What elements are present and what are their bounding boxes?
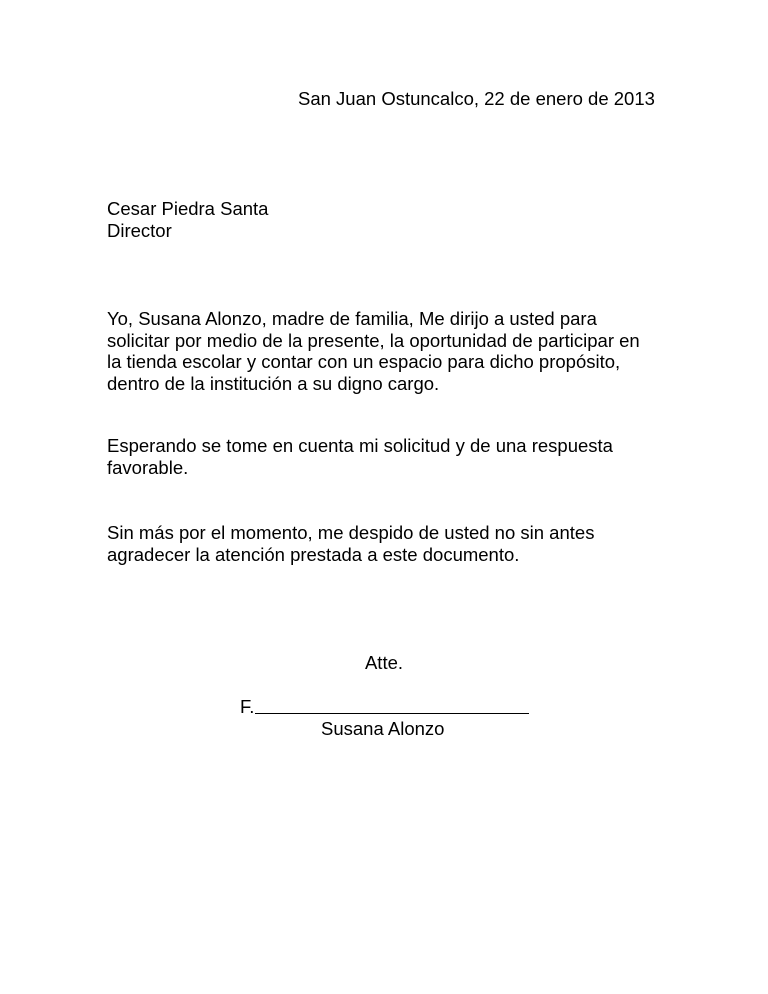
signature-prefix: F.: [240, 696, 255, 717]
signature-line: [240, 696, 529, 718]
closing: Atte.: [364, 652, 404, 673]
paragraph-line: dentro de la institución a su digno cargo.: [107, 373, 440, 394]
place-date: San Juan Ostuncalco, 22 de enero de 2013: [298, 88, 655, 109]
recipient-title: Director: [107, 220, 172, 241]
paragraph-line: solicitar por medio de la presente, la oportunidad de participar en: [107, 330, 640, 351]
paragraph-line: agradecer la atención prestada a este documento.: [107, 544, 520, 565]
paragraph-line: Esperando se tome en cuenta mi solicitud y de una respuesta: [107, 435, 613, 456]
paragraph-line: Yo, Susana Alonzo, madre de familia, Me dirijo a usted para: [107, 308, 597, 329]
signature-rule: [255, 696, 529, 714]
paragraph-line: la tienda escolar y contar con un espacio para dicho propósito,: [107, 351, 621, 372]
signer-name: Susana Alonzo: [321, 718, 445, 739]
paragraph-line: Sin más por el momento, me despido de usted no sin antes: [107, 522, 595, 543]
paragraph-line: favorable.: [107, 457, 189, 478]
recipient-name: Cesar Piedra Santa: [107, 198, 269, 219]
